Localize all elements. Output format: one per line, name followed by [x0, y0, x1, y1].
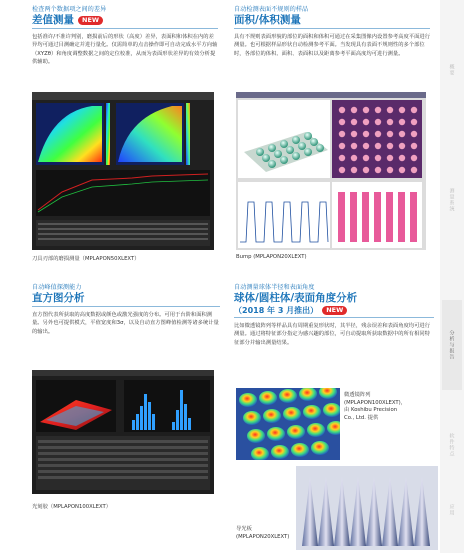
diff-title	[32, 14, 218, 27]
diff-section	[32, 6, 218, 66]
title-underline	[32, 306, 220, 307]
microlens-caption	[344, 392, 406, 422]
sphere-section	[234, 284, 434, 347]
sphere-kicker: 自动测量球体半径和表面角度	[234, 284, 315, 291]
new-badge: NEW	[78, 16, 103, 25]
hist-caption: 光刻胶（MPLAPON100XLEXT）	[32, 504, 112, 510]
hist-screenshot	[32, 370, 214, 494]
microlens-caption-line: 微透镜阵列	[344, 392, 371, 398]
diff-kicker: 检查两个数据项之间的差异	[32, 6, 107, 13]
sphere-date-line	[234, 305, 434, 316]
area-title-text: 面积/体积测量	[234, 14, 301, 26]
diff-caption: 刀具刃部的磨损测量（MPLAPON50XLEXT）	[32, 256, 140, 262]
hist-title-text: 直方图分析	[32, 292, 85, 304]
side-tab-measurement[interactable]: 测量系统	[448, 188, 455, 212]
microlens-caption-line: 由 Koshibu Precision	[344, 407, 398, 413]
side-tab-applications[interactable]: 应用	[448, 504, 455, 516]
new-badge: NEW	[322, 306, 347, 315]
hist-screenshot-graphic	[32, 370, 214, 494]
lightguide-graphic	[296, 466, 438, 550]
area-section	[234, 6, 430, 58]
diff-body: 包括准许/不准许判别，磨损前后的形状（高度）差异，表面积和体积在内的差异均可通过目测确定并进行量化。仅需简单的点击操作即可自动完成水平方向轴（XYZθ）和角度调整数据之间的定位校准，从而为表面形状差异的有效分析提供辅助。	[32, 34, 218, 65]
microlens-caption-line: (MPLAPON100XLEXT)，	[344, 399, 407, 406]
sphere-title	[234, 292, 434, 305]
title-underline	[32, 28, 218, 29]
area-kicker: 自动检测表面不规则的样品	[234, 6, 309, 13]
side-tab-analysis[interactable]: 分析与报告	[442, 300, 462, 390]
hist-kicker: 自动峰值探测能力	[32, 284, 82, 291]
diff-screenshot-graphic	[32, 92, 214, 250]
lightguide-image	[296, 466, 438, 550]
area-body: 具有不规则表面形貌的部位的面积和体积可通过在采集图像内设置参考高度平面进行测量。也可根据样品形状自动检测参考平面。当发现具有表面不规则性的多个部位时，各部位的体积、面积、表面积以及距离参考平面高度均可进行测量。	[234, 34, 430, 57]
microlens-caption-line: Co., Ltd. 提供	[344, 414, 379, 421]
hist-body: 直方图代表所获取的高度数据或颜色或激光强度的分布。可用于台阶和面积测量。另外也可提供模式，平值宽度和3σ，以及自动直方图峰值检测等诸多统计量的输出。	[32, 312, 219, 335]
hist-title	[32, 292, 220, 305]
sphere-title-text: 球体/圆柱体/表面角度分析	[234, 292, 358, 304]
side-tab-overview[interactable]: 概要	[448, 64, 455, 76]
diff-screenshot	[32, 92, 214, 250]
title-underline	[234, 28, 430, 29]
microlens-image	[236, 388, 340, 460]
lightguide-caption	[236, 526, 289, 541]
area-title	[234, 14, 430, 27]
side-tab-strip	[440, 0, 464, 553]
sphere-date: （2018 年 3 月推出）	[234, 306, 319, 315]
lightguide-caption-line: (MPLAPON20XLEXT)	[236, 533, 290, 540]
lightguide-caption-line: 导光板	[236, 526, 252, 532]
side-tab-software[interactable]: 软件特点	[448, 433, 455, 457]
area-screenshot-graphic	[236, 92, 426, 250]
area-screenshot	[236, 92, 426, 250]
area-caption: Bump (MPLAPON20XLEXT)	[236, 254, 307, 260]
diff-title-text: 差值测量	[32, 14, 74, 26]
sphere-body: 比如微透镜阵列等样品具有周期重复形状时，其半径，残余误差和表面角度均可进行测量。通过将特征部分指定为感兴趣的部位，可自动提取所获取数据中的所有相同特征部分并输出测量结果。	[234, 323, 430, 346]
title-underline	[234, 317, 434, 318]
hist-section	[32, 284, 220, 336]
microlens-graphic	[236, 388, 340, 460]
